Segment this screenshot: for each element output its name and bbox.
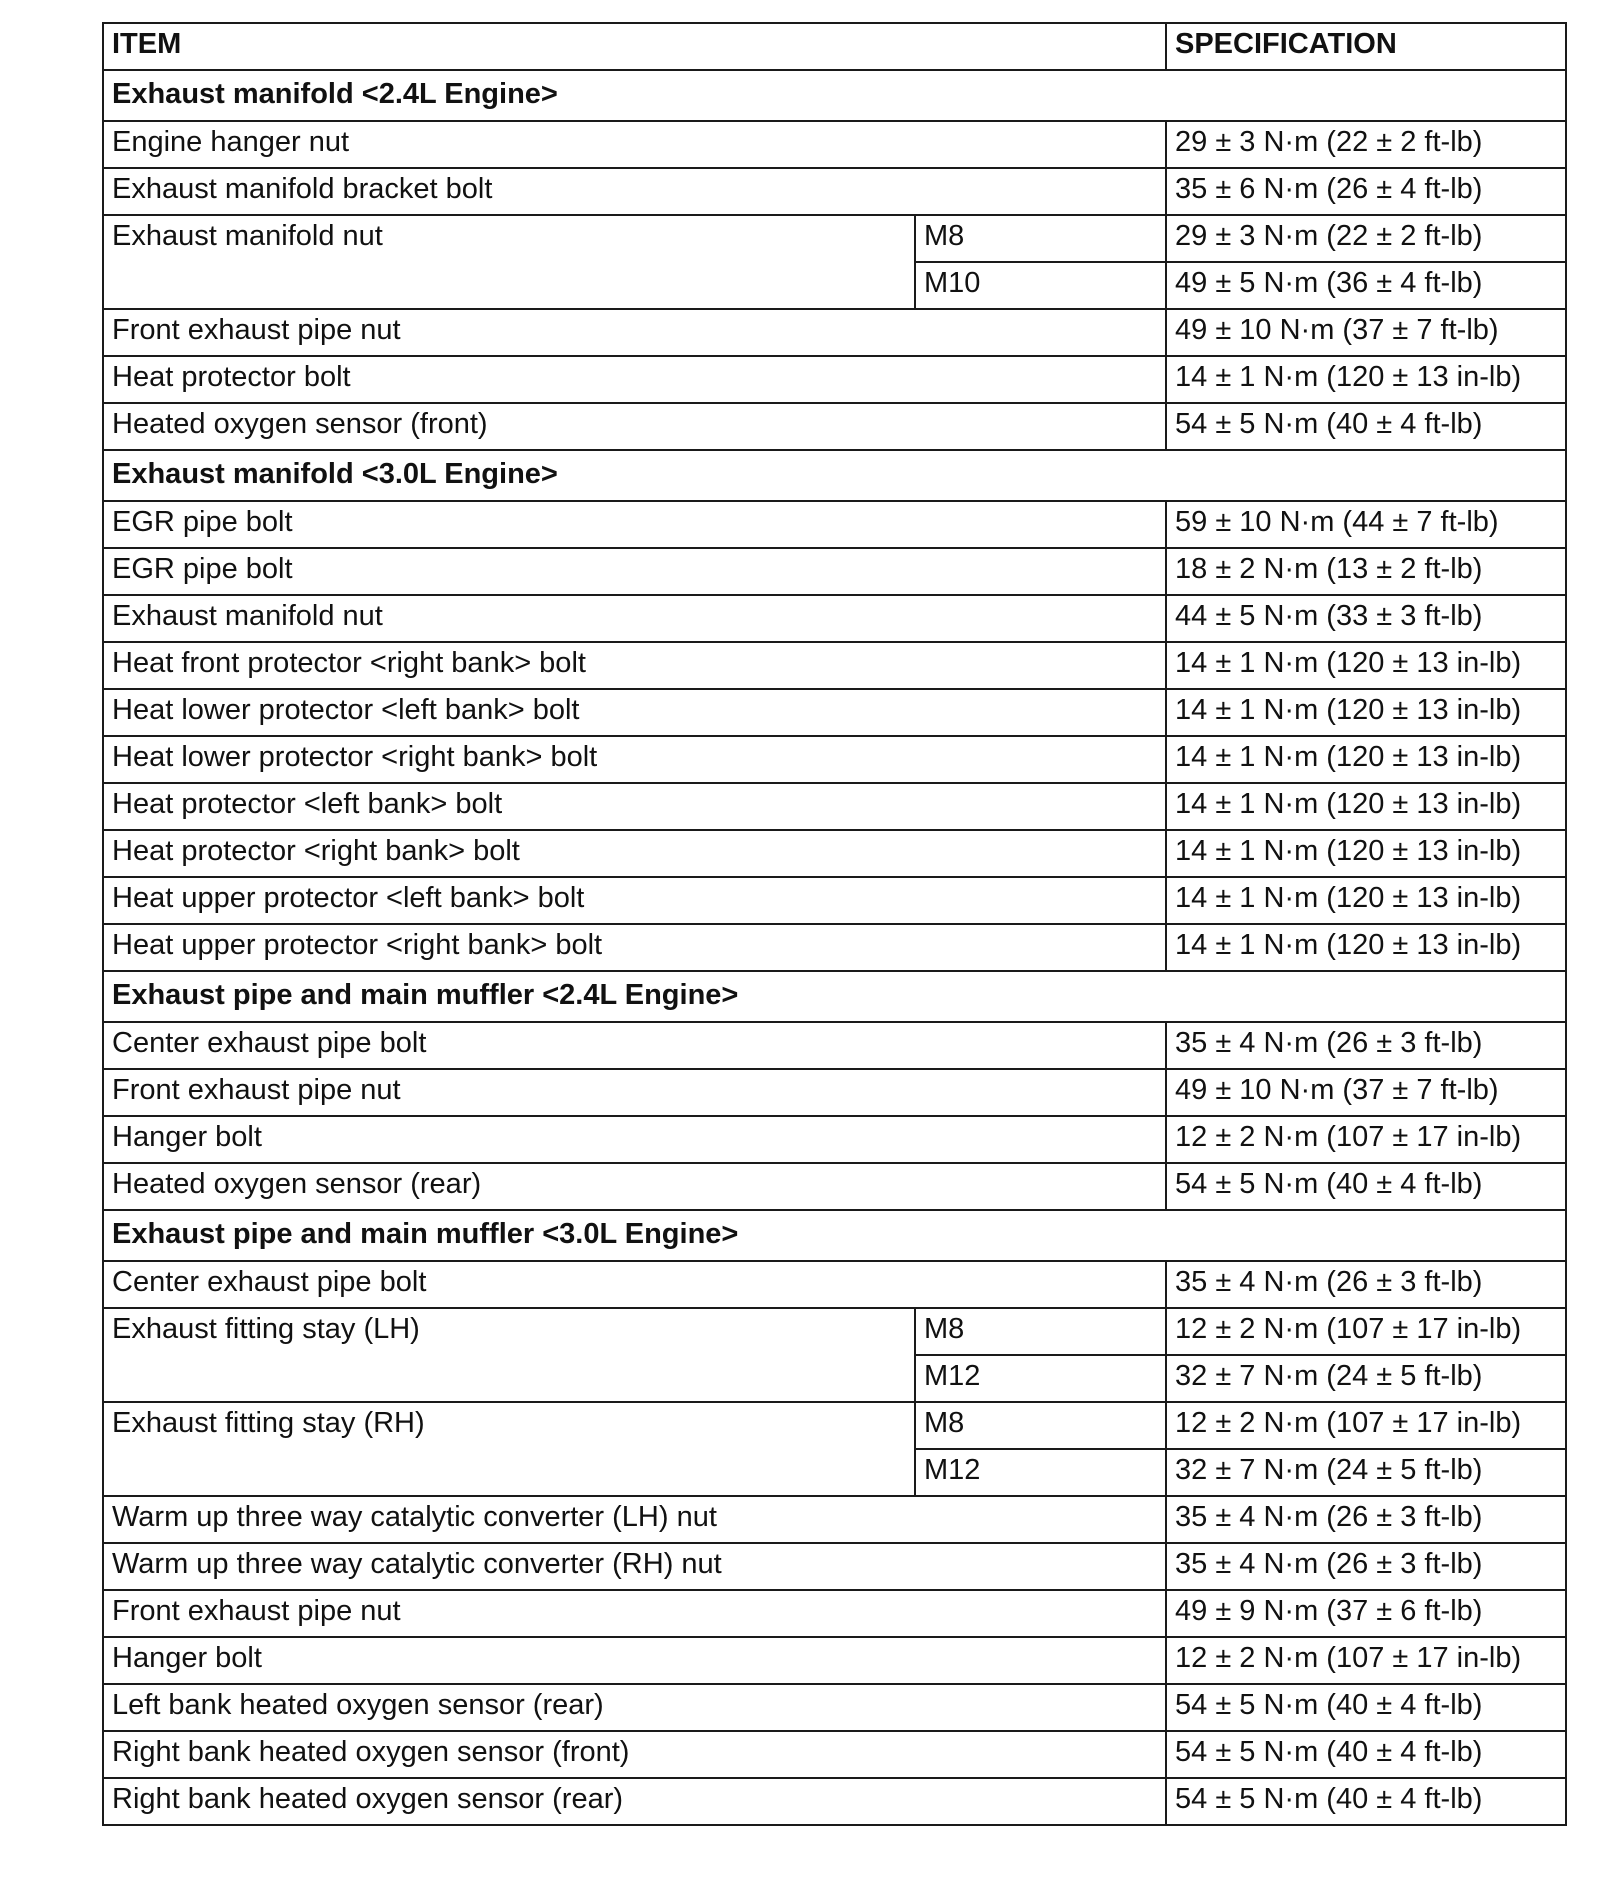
spec-cell: 14 ± 1 N·m (120 ± 13 in-lb) <box>1166 783 1566 830</box>
spec-cell: 49 ± 9 N·m (37 ± 6 ft-lb) <box>1166 1590 1566 1637</box>
spec-cell: 54 ± 5 N·m (40 ± 4 ft-lb) <box>1166 1684 1566 1731</box>
item-cell: Heated oxygen sensor (front) <box>103 403 1166 450</box>
table-header-row <box>103 23 1566 70</box>
spec-cell: 18 ± 2 N·m (13 ± 2 ft-lb) <box>1166 548 1566 595</box>
spec-cell: 49 ± 5 N·m (36 ± 4 ft-lb) <box>1166 262 1566 309</box>
item-cell: Warm up three way catalytic converter (RH) nut <box>103 1543 1166 1590</box>
table-row <box>103 1684 1566 1731</box>
table-row <box>103 1590 1566 1637</box>
item-cell: Heat upper protector <right bank> bolt <box>103 924 1166 971</box>
section-title: Exhaust pipe and main muffler <2.4L Engine> <box>103 971 1566 1022</box>
spec-cell: 35 ± 4 N·m (26 ± 3 ft-lb) <box>1166 1261 1566 1308</box>
item-cell: Heated oxygen sensor (rear) <box>103 1163 1166 1210</box>
table-row <box>103 783 1566 830</box>
item-cell: Hanger bolt <box>103 1637 1166 1684</box>
item-cell: Heat protector bolt <box>103 356 1166 403</box>
table-row <box>103 736 1566 783</box>
table-row <box>103 642 1566 689</box>
spec-cell: 44 ± 5 N·m (33 ± 3 ft-lb) <box>1166 595 1566 642</box>
size-cell: M8 <box>915 1402 1166 1449</box>
table-row <box>103 1778 1566 1825</box>
spec-cell: 29 ± 3 N·m (22 ± 2 ft-lb) <box>1166 121 1566 168</box>
table-row <box>103 1402 1566 1449</box>
size-cell: M12 <box>915 1355 1166 1402</box>
table-row <box>103 1261 1566 1308</box>
specification-column-header: SPECIFICATION <box>1166 23 1566 70</box>
item-cell: Front exhaust pipe nut <box>103 1590 1166 1637</box>
table-row <box>103 121 1566 168</box>
spec-cell: 54 ± 5 N·m (40 ± 4 ft-lb) <box>1166 1731 1566 1778</box>
item-cell: Center exhaust pipe bolt <box>103 1261 1166 1308</box>
item-cell: Heat protector <left bank> bolt <box>103 783 1166 830</box>
spec-cell: 32 ± 7 N·m (24 ± 5 ft-lb) <box>1166 1449 1566 1496</box>
section-header-row <box>103 450 1566 501</box>
item-cell: EGR pipe bolt <box>103 501 1166 548</box>
table-row <box>103 877 1566 924</box>
table-row <box>103 548 1566 595</box>
section-title: Exhaust manifold <3.0L Engine> <box>103 450 1566 501</box>
spec-cell: 14 ± 1 N·m (120 ± 13 in-lb) <box>1166 689 1566 736</box>
table-row <box>103 1637 1566 1684</box>
spec-cell: 12 ± 2 N·m (107 ± 17 in-lb) <box>1166 1116 1566 1163</box>
table-row <box>103 1543 1566 1590</box>
section-header-row <box>103 971 1566 1022</box>
table-row <box>103 1022 1566 1069</box>
item-cell: Exhaust manifold nut <box>103 215 915 309</box>
table-row <box>103 1496 1566 1543</box>
spec-cell: 14 ± 1 N·m (120 ± 13 in-lb) <box>1166 830 1566 877</box>
item-cell: Exhaust fitting stay (RH) <box>103 1402 915 1496</box>
spec-cell: 14 ± 1 N·m (120 ± 13 in-lb) <box>1166 642 1566 689</box>
section-title: Exhaust manifold <2.4L Engine> <box>103 70 1566 121</box>
spec-cell: 35 ± 4 N·m (26 ± 3 ft-lb) <box>1166 1022 1566 1069</box>
table-row <box>103 1069 1566 1116</box>
item-cell: Right bank heated oxygen sensor (front) <box>103 1731 1166 1778</box>
item-cell: Exhaust manifold nut <box>103 595 1166 642</box>
table-row <box>103 168 1566 215</box>
spec-cell: 14 ± 1 N·m (120 ± 13 in-lb) <box>1166 877 1566 924</box>
item-cell: Center exhaust pipe bolt <box>103 1022 1166 1069</box>
table-body <box>103 70 1566 1825</box>
table-row <box>103 595 1566 642</box>
item-cell: Engine hanger nut <box>103 121 1166 168</box>
spec-cell: 14 ± 1 N·m (120 ± 13 in-lb) <box>1166 924 1566 971</box>
spec-cell: 54 ± 5 N·m (40 ± 4 ft-lb) <box>1166 1163 1566 1210</box>
table-row <box>103 215 1566 262</box>
spec-cell: 12 ± 2 N·m (107 ± 17 in-lb) <box>1166 1402 1566 1449</box>
size-cell: M8 <box>915 215 1166 262</box>
item-cell: Exhaust manifold bracket bolt <box>103 168 1166 215</box>
item-cell: Heat front protector <right bank> bolt <box>103 642 1166 689</box>
table-row <box>103 356 1566 403</box>
item-cell: Right bank heated oxygen sensor (rear) <box>103 1778 1166 1825</box>
section-header-row <box>103 1210 1566 1261</box>
spec-cell: 14 ± 1 N·m (120 ± 13 in-lb) <box>1166 356 1566 403</box>
spec-cell: 12 ± 2 N·m (107 ± 17 in-lb) <box>1166 1308 1566 1355</box>
table-row <box>103 1163 1566 1210</box>
table-row <box>103 924 1566 971</box>
section-header-row <box>103 70 1566 121</box>
item-cell: EGR pipe bolt <box>103 548 1166 595</box>
spec-cell: 59 ± 10 N·m (44 ± 7 ft-lb) <box>1166 501 1566 548</box>
item-cell: Hanger bolt <box>103 1116 1166 1163</box>
item-cell: Left bank heated oxygen sensor (rear) <box>103 1684 1166 1731</box>
table-row <box>103 1731 1566 1778</box>
spec-cell: 54 ± 5 N·m (40 ± 4 ft-lb) <box>1166 403 1566 450</box>
spec-cell: 29 ± 3 N·m (22 ± 2 ft-lb) <box>1166 215 1566 262</box>
item-cell: Warm up three way catalytic converter (LH) nut <box>103 1496 1166 1543</box>
item-cell: Heat upper protector <left bank> bolt <box>103 877 1166 924</box>
item-cell: Heat protector <right bank> bolt <box>103 830 1166 877</box>
table-row <box>103 403 1566 450</box>
spec-cell: 49 ± 10 N·m (37 ± 7 ft-lb) <box>1166 309 1566 356</box>
table-row <box>103 1116 1566 1163</box>
item-cell: Front exhaust pipe nut <box>103 309 1166 356</box>
item-column-header: ITEM <box>103 23 1166 70</box>
spec-cell: 32 ± 7 N·m (24 ± 5 ft-lb) <box>1166 1355 1566 1402</box>
table-row <box>103 501 1566 548</box>
size-cell: M12 <box>915 1449 1166 1496</box>
table-row <box>103 309 1566 356</box>
table-row <box>103 689 1566 736</box>
size-cell: M8 <box>915 1308 1166 1355</box>
torque-spec-table <box>102 22 1567 1826</box>
spec-cell: 54 ± 5 N·m (40 ± 4 ft-lb) <box>1166 1778 1566 1825</box>
item-cell: Heat lower protector <right bank> bolt <box>103 736 1166 783</box>
item-cell: Exhaust fitting stay (LH) <box>103 1308 915 1402</box>
spec-cell: 35 ± 4 N·m (26 ± 3 ft-lb) <box>1166 1496 1566 1543</box>
item-cell: Front exhaust pipe nut <box>103 1069 1166 1116</box>
size-cell: M10 <box>915 262 1166 309</box>
table-row <box>103 1308 1566 1355</box>
table-row <box>103 830 1566 877</box>
spec-cell: 49 ± 10 N·m (37 ± 7 ft-lb) <box>1166 1069 1566 1116</box>
item-cell: Heat lower protector <left bank> bolt <box>103 689 1166 736</box>
spec-cell: 35 ± 4 N·m (26 ± 3 ft-lb) <box>1166 1543 1566 1590</box>
spec-cell: 35 ± 6 N·m (26 ± 4 ft-lb) <box>1166 168 1566 215</box>
section-title: Exhaust pipe and main muffler <3.0L Engine> <box>103 1210 1566 1261</box>
spec-cell: 12 ± 2 N·m (107 ± 17 in-lb) <box>1166 1637 1566 1684</box>
spec-cell: 14 ± 1 N·m (120 ± 13 in-lb) <box>1166 736 1566 783</box>
